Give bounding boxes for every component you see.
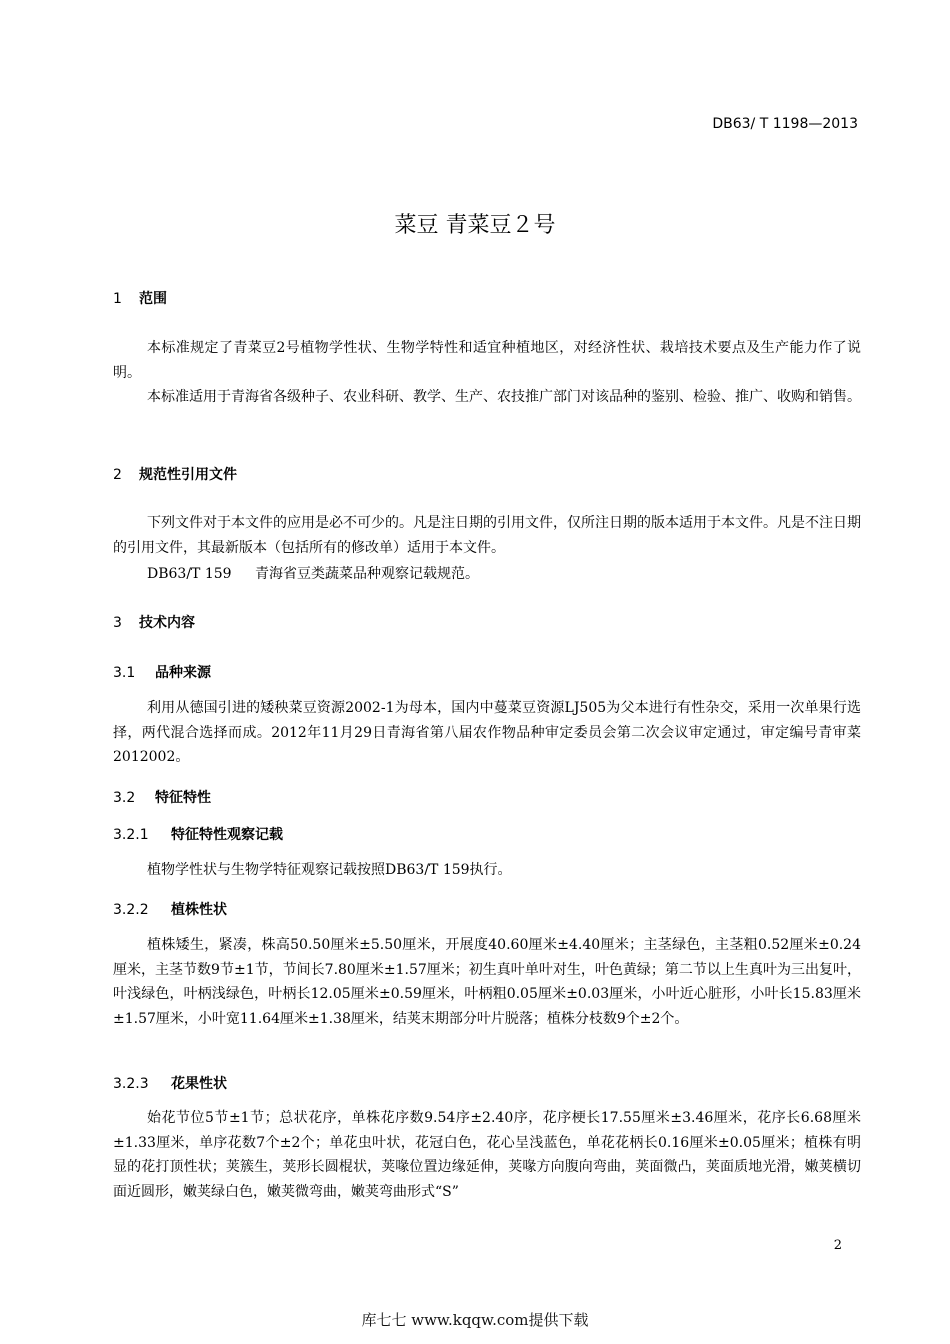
section-3-1-heading xyxy=(113,662,211,682)
section-title: 技术内容 xyxy=(139,615,195,631)
plant-traits-paragraph: 植株矮生，紧凑，株高50.50厘米±5.50厘米，开展度40.60厘米±4.40厘米；主茎绿色，主茎粗0.52厘米±0.24厘米，主茎节数9节±1节，节间长7.80厘米±1.57厘米；初生真叶单叶对生，叶色黄绿；第二节以上生真叶为三出复叶，叶浅绿色，叶柄浅绿色，叶柄长12.05厘米±0.59厘米，叶柄粗0.05厘米±0.03厘米，小叶近心脏形，小叶长15.83厘米±1.57厘米，小叶宽11.64厘米±1.38厘米，结荚末期部分叶片脱落；植株分枝数9个±2个。 xyxy=(113,937,861,1027)
reference-name: 青海省豆类蔬菜品种观察记载规范。 xyxy=(255,566,479,582)
standard-number: DB63/ T 1198—2013 xyxy=(712,116,858,132)
scope-paragraph-2: 本标准适用于青海省各级种子、农业科研、教学、生产、农技推广部门对该品种的鉴别、检验、推广、收购和销售。 xyxy=(147,389,861,405)
section-title: 特征特性观察记载 xyxy=(171,827,283,843)
variety-source-paragraph: 利用从德国引进的矮秧菜豆资源2002-1为母本，国内中蔓菜豆资源LJ505为父本进行有性杂交，采用一次单果行选择，两代混合选择而成。2012年11月29日青海省第八届农作物品种审定委员会第二次会议审定通过，审定编号青审菜2012002。 xyxy=(113,700,861,765)
document-title: 菜豆 青菜豆２号 xyxy=(394,213,556,238)
section-2-heading xyxy=(113,464,237,484)
section-title: 花果性状 xyxy=(171,1076,227,1092)
section-3-2-2-heading xyxy=(113,899,227,919)
section-number: 3 xyxy=(113,615,122,631)
section-3-2-1-heading xyxy=(113,824,283,844)
section-title: 品种来源 xyxy=(155,665,211,681)
section-number: 1 xyxy=(113,291,122,307)
section-number: 3.2.3 xyxy=(113,1076,149,1092)
scope-paragraph-1: 本标准规定了青菜豆2号植物学性状、生物学特性和适宜种植地区，对经济性状、栽培技术要点及生产能力作了说明。 xyxy=(113,340,861,381)
section-number: 3.2.2 xyxy=(113,902,149,918)
flower-fruit-traits-paragraph: 始花节位5节±1节；总状花序，单株花序数9.54序±2.40序，花序梗长17.55厘米±3.46厘米，花序长6.68厘米±1.33厘米，单序花数7个±2个；单花虫叶状，花冠白色，花心呈浅蓝色，单花花柄长0.16厘米±0.05厘米；植株有明显的花打顶性状；荚簇生，荚形长圆棍状，荚喙位置边缘延伸，荚喙方向腹向弯曲，荚面微凸，荚面质地光滑，嫩荚横切面近圆形，嫩荚绿白色，嫩荚微弯曲，嫩荚弯曲形式“S” xyxy=(113,1110,861,1200)
section-3-heading xyxy=(113,612,195,632)
section-number: 2 xyxy=(113,467,122,483)
reference-entry xyxy=(147,563,479,583)
section-number: 3.2.1 xyxy=(113,827,149,843)
section-3-2-heading xyxy=(113,787,211,807)
observation-paragraph: 植物学性状与生物学特征观察记载按照DB63/T 159执行。 xyxy=(147,862,512,878)
section-1-heading xyxy=(113,288,167,308)
section-title: 规范性引用文件 xyxy=(139,467,237,483)
section-title: 特征特性 xyxy=(155,790,211,806)
section-title: 范围 xyxy=(139,291,167,307)
download-footer: 库七七 www.kqqw.com提供下载 xyxy=(361,1311,589,1329)
section-3-2-3-heading xyxy=(113,1073,227,1093)
reference-code: DB63/T 159 xyxy=(147,566,232,582)
references-intro-paragraph: 下列文件对于本文件的应用是必不可少的。凡是注日期的引用文件，仅所注日期的版本适用于本文件。凡是不注日期的引用文件，其最新版本（包括所有的修改单）适用于本文件。 xyxy=(113,515,861,556)
section-number: 3.2 xyxy=(113,790,136,806)
page-number: 2 xyxy=(833,1238,842,1253)
section-title: 植株性状 xyxy=(171,902,227,918)
section-number: 3.1 xyxy=(113,665,136,681)
